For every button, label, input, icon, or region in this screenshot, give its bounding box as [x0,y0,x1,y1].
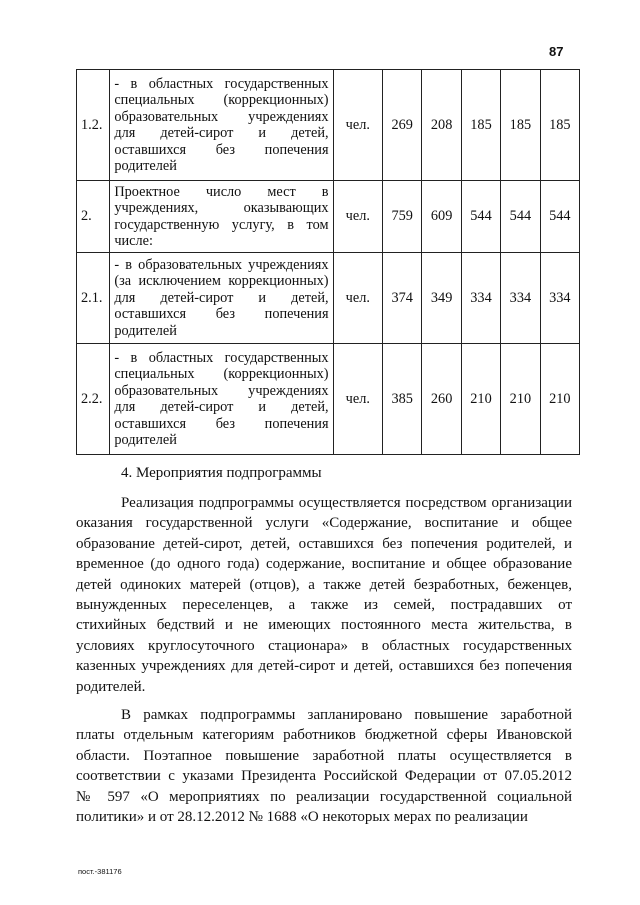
description-line: образовательных учреждениях [114,108,329,125]
description-line: государственную услугу, в том [114,216,329,233]
description-line: учреждениях, оказывающих [114,200,329,216]
description-line: - в образовательных учреждениях [114,256,329,273]
description-line: оставшихся без попечения [114,141,329,158]
description-line: числе: [114,233,153,249]
row-value: 334 [540,253,579,344]
description-line: для детей-сирот и детей, [114,125,329,141]
text-line: оказания государственной услуги «Содержание, воспитание и общее [76,515,572,532]
text-line: временное (до одного года) содержание, воспитание и общее образование [76,556,572,573]
row-description [110,70,333,181]
row-value: 260 [422,344,461,455]
description-line: родителей [114,432,177,448]
row-value: 374 [383,253,422,344]
text-line: детей одиноких матерей (отцов), а также детей безработных, беженцев, [76,576,572,593]
description-line: родителей [114,322,177,339]
text-line: казенных учреждениях для детей-сирот и детей, оставшихся без попечения [76,658,572,675]
row-value: 210 [501,344,540,455]
row-description [110,181,333,253]
text-line: Реализация подпрограммы осуществляется посредством организации [121,495,572,511]
row-unit: чел. [333,70,382,181]
row-value: 544 [540,181,579,253]
text-line: платы отдельным категориям работников бюджетной сферы Ивановской [76,727,572,744]
description-line: Проектное число мест в [114,183,329,200]
description-line: специальных (коррекционных) [114,92,329,108]
section-heading: 4. Мероприятия подпрограммы [121,465,322,481]
row-value: 185 [540,70,579,181]
row-number: 1.2. [77,70,110,181]
row-number: 2.2. [77,344,110,455]
row-number: 2. [77,181,110,253]
text-line: образование детей-сирот, детей, оставшихся без попечения родителей, и [76,535,572,552]
row-value: 349 [422,253,461,344]
text-line: области. Поэтапное повышение заработной платы осуществляется в [76,747,572,764]
row-value: 210 [540,344,579,455]
row-value: 334 [501,253,540,344]
row-value: 385 [383,344,422,455]
table-row [77,181,580,253]
row-value: 185 [501,70,540,181]
footer-document-code: пост.-381176 [78,867,122,876]
row-value: 185 [461,70,500,181]
text-line: условиях круглосуточного стационара» в областных государственных [76,637,572,654]
text-line: политики» и от 28.12.2012 № 1688 «О некоторых мерах по реализации [76,809,528,826]
row-value: 544 [501,181,540,253]
text-line: вынужденных переселенцев, а также из семей, пострадавших от [76,597,572,614]
description-line: для детей-сирот и детей, [114,399,329,415]
text-line: соответствии с указами Президента Российской Федерации от 07.05.2012 [76,768,572,785]
indicators-table [76,69,580,455]
row-value: 334 [461,253,500,344]
table-row [77,253,580,344]
row-description [110,253,333,344]
description-line: для детей-сирот и детей, [114,289,329,306]
row-number: 2.1. [77,253,110,344]
text-line: № 597 «О мероприятиях по реализации государственной социальной [76,788,572,805]
row-value: 269 [383,70,422,181]
paragraph-implementation [76,493,572,697]
table-row [77,70,580,181]
row-description [110,344,333,455]
description-line: - в областных государственных [114,75,329,92]
table-body [77,70,580,455]
table-row [77,344,580,455]
description-line: оставшихся без попечения [114,415,329,432]
description-line: оставшихся без попечения [114,306,329,323]
text-line: родителей. [76,678,146,695]
row-unit: чел. [333,181,382,253]
text-line: стихийных бедствий и не имеющих постоянного места жительства, в [76,617,572,634]
row-unit: чел. [333,253,382,344]
row-unit: чел. [333,344,382,455]
row-value: 609 [422,181,461,253]
row-value: 208 [422,70,461,181]
description-line: (за исключением коррекционных) [114,273,329,290]
description-line: специальных (коррекционных) [114,366,329,382]
paragraph-salary-increase [76,705,572,827]
description-line: - в областных государственных [114,349,329,366]
text-line: В рамках подпрограммы запланировано повышение заработной [121,707,572,723]
description-line: образовательных учреждениях [114,382,329,399]
row-value: 544 [461,181,500,253]
description-line: родителей [114,158,177,174]
page-number: 87 [549,44,564,59]
row-value: 210 [461,344,500,455]
row-value: 759 [383,181,422,253]
